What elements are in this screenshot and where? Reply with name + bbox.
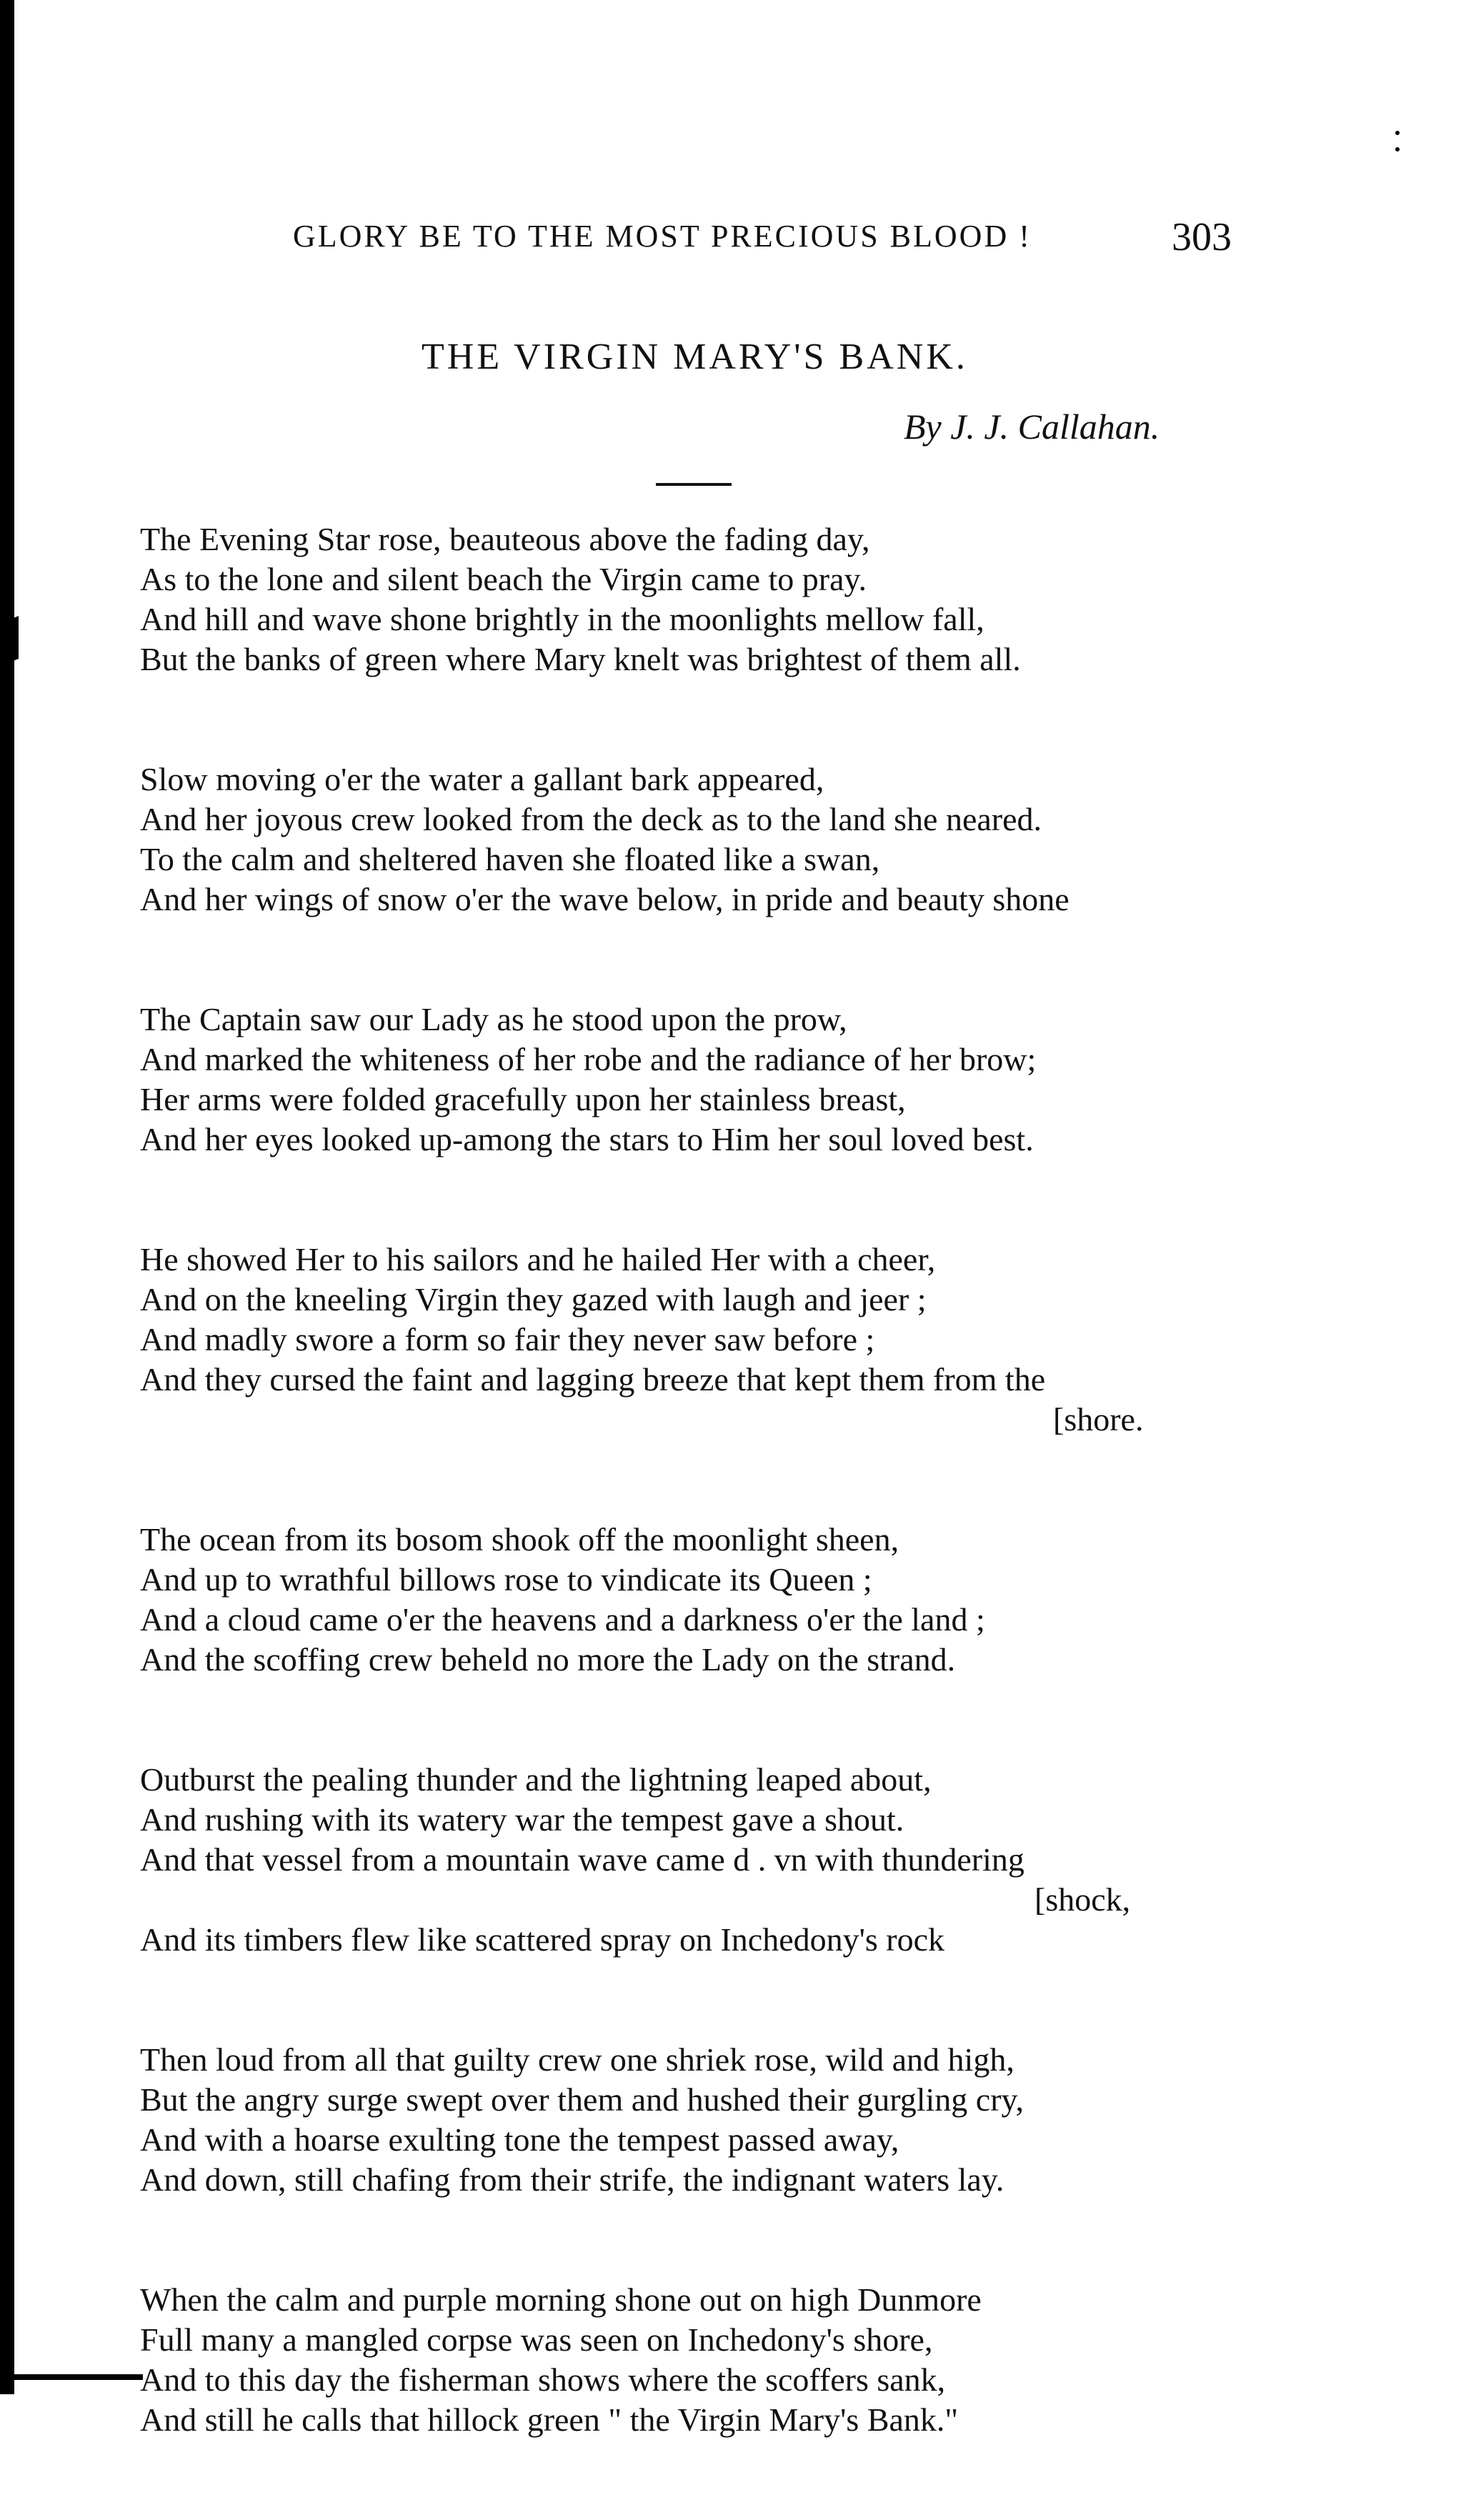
poem-line: And a cloud came o'er the heavens and a darkness o'er the land ;	[140, 1601, 985, 1638]
poem-line: Her arms were folded gracefully upon her stainless breast,	[140, 1081, 906, 1117]
poem-line: The Evening Star rose, beauteous above the fading day,	[140, 521, 870, 557]
poem-line-continuation: [shock,	[1034, 1881, 1131, 1918]
poem-line: Outburst the pealing thunder and the lightning leaped about,	[140, 1761, 932, 1798]
stanza-8	[140, 2280, 1255, 2440]
poem-line: And the scoffing crew beheld no more the Lady on the strand.	[140, 1641, 956, 1678]
stanza-4	[140, 1240, 1255, 1440]
poem-line: Full many a mangled corpse was seen on Inchedony's shore,	[140, 2321, 933, 2358]
poem-line: But the angry surge swept over them and hushed their gurgling cry,	[140, 2081, 1024, 2118]
poem-line: And to this day the fisherman shows where the scoffers sank,	[140, 2361, 946, 2398]
poem-line: And hill and wave shone brightly in the moonlights mellow fall,	[140, 601, 984, 637]
poem-line: And down, still chafing from their strife, the indignant waters lay.	[140, 2161, 1004, 2198]
poem-line: And her eyes looked up-among the stars to Him her soul loved best.	[140, 1121, 1034, 1157]
poem-line: When the calm and purple morning shone out on high Dunmore	[140, 2281, 982, 2318]
poem-line: Slow moving o'er the water a gallant bark appeared,	[140, 761, 824, 797]
poem-line: And her wings of snow o'er the wave below, in pride and beauty shone	[140, 881, 1069, 917]
poem-line: And madly swore a form so fair they never saw before ;	[140, 1321, 875, 1358]
stanza-3	[140, 1000, 1255, 1160]
stanza-7	[140, 2040, 1255, 2200]
stanza-1	[140, 519, 1255, 679]
poem-line-continuation: [shore.	[1053, 1401, 1144, 1438]
poem-body	[140, 519, 1255, 2520]
page-number: 303	[1172, 215, 1232, 259]
stanza-2	[140, 760, 1255, 920]
poem-line: But the banks of green where Mary knelt was brightest of them all.	[140, 641, 1021, 677]
binding-shadow	[0, 0, 14, 2394]
poem-line: The Captain saw our Lady as he stood upon the prow,	[140, 1001, 847, 1037]
poem-line: And that vessel from a mountain wave came d . vn with thundering	[140, 1841, 1024, 1878]
title-rule	[656, 483, 732, 486]
poem-line: And its timbers flew like scattered spray on Inchedony's rock	[140, 1921, 945, 1958]
stanza-6	[140, 1760, 1255, 1960]
binding-mark	[14, 612, 31, 661]
poem-line: And they cursed the faint and lagging breeze that kept them from the	[140, 1361, 1046, 1398]
stanza-5	[140, 1520, 1255, 1680]
poem-line: And marked the whiteness of her robe and the radiance of her brow;	[140, 1041, 1037, 1077]
binding-shadow-bottom	[14, 2374, 143, 2380]
running-head: GLORY BE TO THE MOST PRECIOUS BLOOD !	[293, 219, 1032, 254]
poem-title: THE VIRGIN MARY'S BANK.	[422, 337, 968, 377]
poem-line: And with a hoarse exulting tone the tempest passed away,	[140, 2121, 899, 2158]
poem-byline: By J. J. Callahan.	[904, 407, 1160, 447]
poem-line: And up to wrathful billows rose to vindicate its Queen ;	[140, 1561, 872, 1598]
scan-speck	[1395, 131, 1400, 135]
poem-line: Then loud from all that guilty crew one shriek rose, wild and high,	[140, 2041, 1014, 2078]
poem-line: He showed Her to his sailors and he hailed Her with a cheer,	[140, 1241, 936, 1278]
poem-line: The ocean from its bosom shook off the moonlight sheen,	[140, 1521, 899, 1558]
scan-speck	[1395, 147, 1400, 151]
poem-line: And still he calls that hillock green " the Virgin Mary's Bank."	[140, 2401, 959, 2438]
poem-line: And her joyous crew looked from the deck as to the land she neared.	[140, 801, 1042, 837]
poem-line: And on the kneeling Virgin they gazed with laugh and jeer ;	[140, 1281, 927, 1318]
poem-line: To the calm and sheltered haven she floated like a swan,	[140, 841, 880, 877]
poem-line: As to the lone and silent beach the Virgin came to pray.	[140, 561, 867, 597]
poem-line: And rushing with its watery war the tempest gave a shout.	[140, 1801, 904, 1838]
